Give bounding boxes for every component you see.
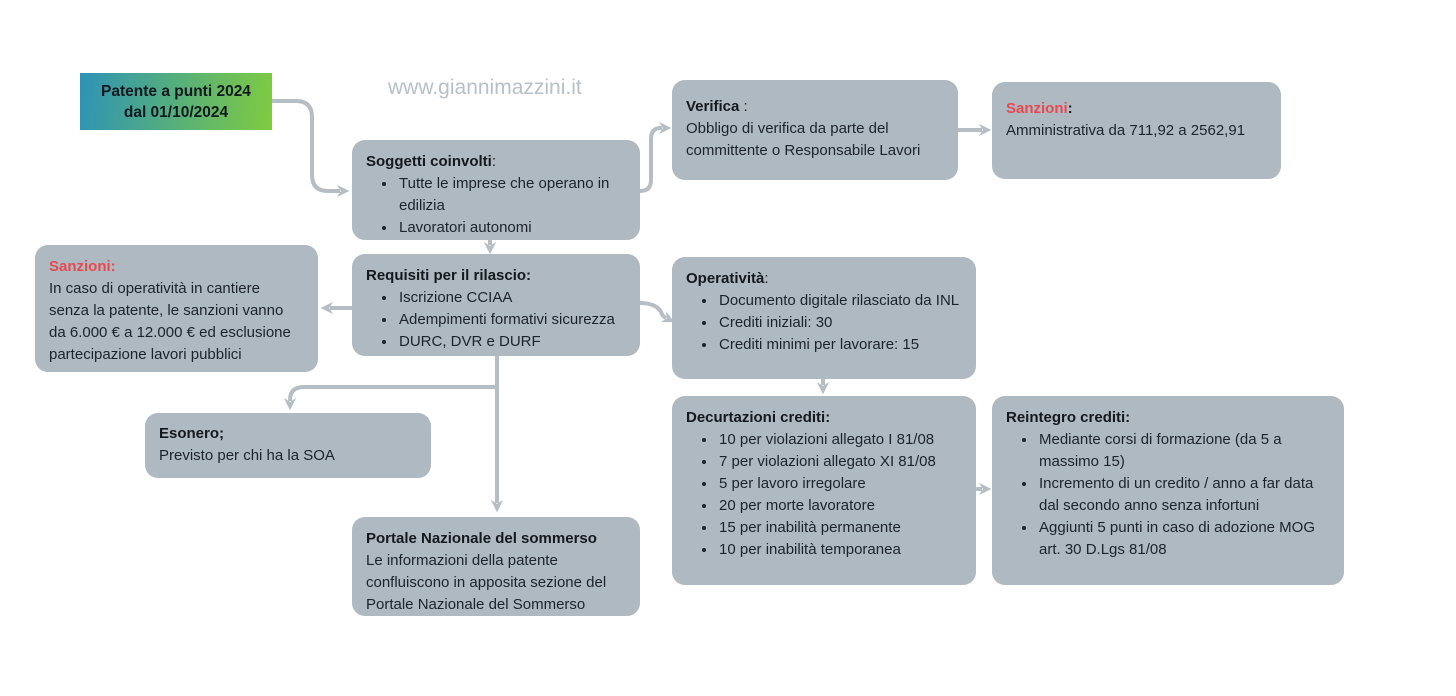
list-item: • Crediti minimi per lavorare: 15: [717, 334, 962, 356]
box-verifica: Verifica : Obbligo di verifica da parte del committente o Responsabile Lavori: [672, 80, 958, 180]
sanzioni-top-body: Amministrativa da 711,92 a 2562,91: [1006, 122, 1246, 139]
list-item: • Incremento di un credito / anno a far data dal secondo anno senza infortuni: [1037, 473, 1330, 517]
sanzioni-left-heading: Sanzioni:: [49, 258, 116, 275]
sanzioni-left-body: In caso di operatività in cantiere senza la patente, le sanzioni vanno da 6.000 € a 12.000 € ed esclusione partecipazione lavori pubblici: [49, 280, 291, 363]
reintegro-heading: Reintegro crediti:: [1006, 409, 1131, 426]
box-portale: [352, 517, 640, 616]
operativita-list: [686, 290, 962, 356]
list-item: • 10 per violazioni allegato I 81/08: [717, 429, 962, 451]
list-item: • 5 per lavoro irregolare: [717, 473, 962, 495]
decurtazioni-list: [686, 429, 962, 561]
verifica-body: Obbligo di verifica da parte del committente o Responsabile Lavori: [686, 120, 921, 159]
portale-heading: Portale Nazionale del sommerso: [366, 530, 597, 547]
title-line2: dal 01/10/2024: [123, 103, 229, 121]
list-item: • DURC, DVR e DURF: [397, 331, 626, 353]
soggetti-heading: Soggetti coinvolti: [366, 153, 492, 170]
watermark: www.giannimazzini.it: [388, 76, 582, 99]
title-box: [80, 73, 272, 130]
list-item: • 20 per morte lavoratore: [717, 495, 962, 517]
box-decurtazioni: [672, 396, 976, 585]
requisiti-list: [366, 287, 626, 353]
box-sanzioni-left: [35, 245, 318, 372]
list-item: • Documento digitale rilasciato da INL: [717, 290, 962, 312]
list-item: • Crediti iniziali: 30: [717, 312, 962, 334]
list-item: • Mediante corsi di formazione (da 5 a massimo 15): [1037, 429, 1330, 473]
list-item: • Aggiunti 5 punti in caso di adozione MOG art. 30 D.Lgs 81/08: [1037, 517, 1330, 561]
list-item: • Lavoratori autonomi: [397, 217, 626, 239]
list-item: • Iscrizione CCIAA: [397, 287, 626, 309]
list-item: • 7 per violazioni allegato XI 81/08: [717, 451, 962, 473]
verifica-heading: Verifica: [686, 98, 740, 115]
box-requisiti: [352, 254, 640, 356]
esonero-heading: Esonero;: [159, 425, 225, 442]
soggetti-list: [366, 173, 626, 239]
box-reintegro: [992, 396, 1344, 585]
box-esonero: [145, 413, 431, 478]
decurtazioni-heading: Decurtazioni crediti:: [686, 409, 831, 426]
operativita-heading: Operatività: [686, 270, 765, 287]
connector-soggetti-to-verifica: [640, 128, 662, 191]
requisiti-heading: Requisiti per il rilascio:: [366, 267, 532, 284]
list-item: • 10 per inabilità temporanea: [717, 539, 962, 561]
list-item: • 15 per inabilità permanente: [717, 517, 962, 539]
reintegro-list: [1006, 429, 1330, 561]
box-operativita: Operatività: • Documento digitale rilasciato da INL • Crediti iniziali: 30 • Crediti minimi per lavorare: 15: [672, 257, 976, 379]
portale-body: Le informazioni della patente confluiscono in apposita sezione del Portale Nazionale del Sommerso: [366, 552, 607, 613]
list-item: • Adempimenti formativi sicurezza: [397, 309, 626, 331]
connector-title-to-soggetti: [272, 101, 340, 191]
title-line1: Patente a punti 2024: [101, 82, 251, 100]
box-sanzioni-top: Sanzioni: Amministrativa da 711,92 a 2562,91: [992, 82, 1281, 179]
esonero-body: Previsto per chi ha la SOA: [159, 447, 335, 464]
connector-requisiti-to-operativita: [640, 303, 666, 318]
box-soggetti: Soggetti coinvolti: • Tutte le imprese che operano in edilizia • Lavoratori autonomi: [352, 140, 640, 240]
list-item: • Tutte le imprese che operano in edilizia: [397, 173, 626, 217]
sanzioni-top-heading: Sanzioni: [1006, 100, 1068, 117]
connector-requisiti-to-esonero: [290, 387, 497, 401]
